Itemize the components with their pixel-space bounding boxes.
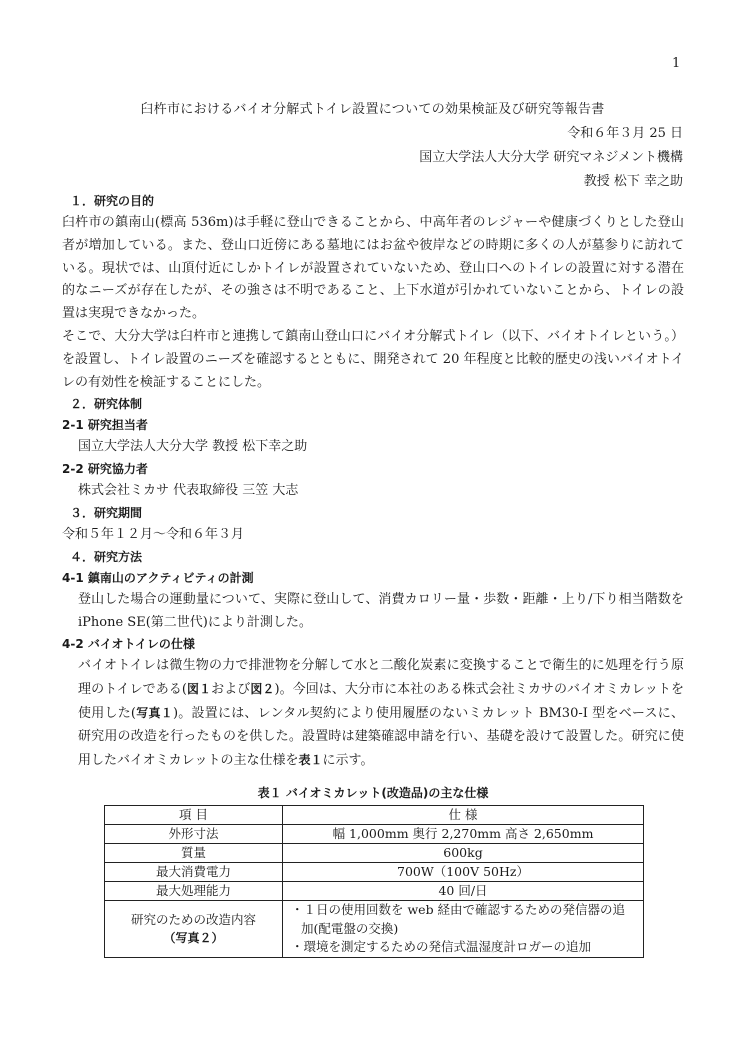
mod-items-cell [283, 901, 644, 958]
section-4-2-heading: 4-2 バイオトイレの仕様 [62, 637, 195, 652]
header-spec: 仕 様 [283, 806, 644, 825]
text-run: )。設置には、レンタル契約により使用履歴のないミカレット BM30-I 型をベースに、研究用の改造を行ったものを供した。設置時は建築確認申請を行い、基礎を設けて設置した。研究に使用したバイオミカレットの主な仕様を [78, 705, 684, 768]
photo-1-ref: 写真１ [136, 705, 173, 720]
section-3-text: 令和５年１２月～令和６年３月 [62, 526, 245, 542]
table-caption: 表１ バイオミカレット(改造品)の主な仕様 [257, 786, 489, 801]
spec-table [104, 805, 644, 958]
section-1-paragraph-2: そこで、大分大学は臼杵市と連携して鎮南山登山口にバイオ分解式トイレ（以下、バイオトイレという。）を設置し、トイレ設置のニーズを確認するとともに、開発されて 20 年程度と比較的歴史の浅いバイオトイレの有効性を検証することにした。 [62, 328, 684, 390]
row-label: 最大消費電力 [105, 863, 283, 882]
report-body [62, 191, 684, 958]
row-value: 40 回/日 [283, 882, 644, 901]
row-label: 外形寸法 [105, 825, 283, 844]
table-row-modifications [105, 901, 644, 958]
table-row [105, 863, 644, 882]
section-1-paragraph-1: 臼杵市の鎮南山(標高 536m)は手軽に登山できることから、中高年者のレジャーや健康づくりとした登山者が増加している。また、登山口近傍にある墓地にはお盆や彼岸などの時期に多くの人が墓参りに訪れている。現状では、山頂付近にしかトイレが設置されていないため、登山口へのトイレの設置に対する潜在的なニーズが存在したが、その強さは不明であること、上下水道が引かれていないことから、トイレの設置は実現できなかった。 [62, 215, 684, 322]
section-2-heading: ２．研究体制 [70, 397, 143, 412]
mod-label: 研究のための改造内容 [130, 912, 256, 928]
row-value: 幅 1,000mm 奥行 2,270mm 高さ 2,650mm [283, 825, 644, 844]
text-run: および [211, 682, 251, 698]
report-title: 臼杵市におけるバイオ分解式トイレ設置についての効果検証及び研究等報告書 [140, 102, 605, 117]
section-1-heading: １．研究の目的 [70, 194, 155, 208]
text-run: )。今回は、大分市に本社のある株式会社ミカサのバイオミカレットを使用した( [78, 682, 684, 721]
mod-photo-ref: （写真２） [163, 931, 224, 946]
table-row [105, 825, 644, 844]
table-1-ref: 表１ [298, 752, 323, 767]
organization: 国立大学法人大分大学 研究マネジメント機構 [419, 150, 683, 165]
section-2-1-heading: 2-1 研究担当者 [62, 418, 148, 433]
row-label: 質量 [105, 844, 283, 863]
section-2-2-text: 株式会社ミカサ 代表取締役 三笠 大志 [78, 483, 299, 499]
text-run: に示す。 [322, 752, 374, 768]
row-label: 最大処理能力 [105, 882, 283, 901]
mod-label-cell [105, 901, 283, 958]
author: 教授 松下 幸之助 [583, 174, 683, 189]
figure-2-ref: 図２ [250, 682, 275, 697]
row-value: 600kg [283, 844, 644, 863]
table-row [105, 844, 644, 863]
section-4-heading: ４．研究方法 [70, 549, 143, 564]
figure-1-ref: 図１ [186, 682, 212, 697]
page-number: 1 [672, 56, 681, 71]
section-4-1-text: 登山した場合の運動量について、実際に登山して、消費カロリー量・歩数・距離・上り/下り相当階数を iPhone SE(第二世代)により計測した。 [78, 591, 684, 630]
mod-item: ・１日の使用回数を web 経由で確認するための発信器の追加(配電盤の交換) [291, 902, 626, 936]
section-4-1-heading: 4-1 鎮南山のアクティビティの計測 [62, 570, 254, 585]
report-date: 令和６年３月 25 日 [567, 126, 683, 141]
row-value: 700W（100V 50Hz） [283, 863, 644, 882]
section-4-2-text [62, 655, 684, 772]
section-2-1-text: 国立大学法人大分大学 教授 松下幸之助 [78, 439, 308, 455]
table-header-row [105, 806, 644, 825]
mod-item: ・環境を測定するための発信式温湿度計ロガーの追加 [291, 939, 592, 955]
header-item: 項 目 [105, 806, 283, 825]
table-row [105, 882, 644, 901]
text-run: バイオトイレは微生物の力で排泄物を分解して水と二酸化炭素に変換することで衛生的に処理を行う原理のトイレである( [78, 658, 684, 698]
section-2-2-heading: 2-2 研究協力者 [62, 462, 148, 477]
section-3-heading: ３．研究期間 [70, 505, 143, 520]
